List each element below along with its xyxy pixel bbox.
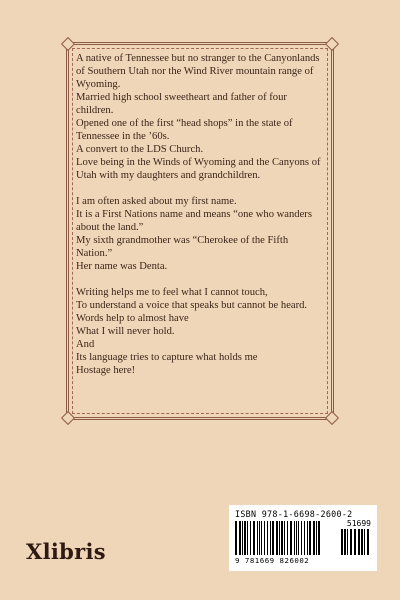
poem-section — [76, 286, 326, 377]
name-paragraph: It is a First Nations name and means “one who wanders about the land.” — [76, 209, 312, 233]
barcode-stripe — [304, 521, 305, 555]
barcode-stripe — [284, 521, 285, 555]
name-origin-section — [76, 195, 326, 273]
barcode-stripe — [279, 521, 280, 555]
isbn-label: ISBN 978-1-6698-2600-2 — [235, 509, 353, 519]
barcode-area — [235, 521, 371, 564]
section-spacer — [76, 273, 326, 286]
barcode-stripe — [318, 521, 320, 555]
poem-line: And — [76, 339, 95, 350]
barcode-stripe — [261, 521, 262, 555]
barcode-stripe — [242, 521, 243, 555]
bio-paragraph: Opened one of the first “head shops” in the state of Tennessee in the ’60s. — [76, 118, 293, 142]
bio-paragraph: A native of Tennessee but no stranger to the Canyonlands of Southern Utah nor the Wind River mountain range of Wyoming. — [76, 53, 320, 90]
poem-line: Writing helps me to feel what I cannot touch, — [76, 287, 268, 298]
poem-line: What I will never hold. — [76, 326, 175, 337]
barcode-stripe — [235, 521, 237, 555]
price-barcode-bars — [341, 529, 371, 555]
barcode-stripe — [257, 521, 258, 555]
bio-paragraph: Married high school sweetheart and father of four children. — [76, 92, 287, 116]
border-corner-ornament — [325, 411, 339, 425]
barcode-stripe — [316, 521, 317, 555]
publisher-logo: Xlibris — [26, 539, 106, 564]
name-paragraph: My sixth grandmother was “Cherokee of the Fifth Nation.” — [76, 235, 289, 259]
barcode-stripe — [259, 521, 260, 555]
barcode-stripe — [287, 521, 288, 555]
border-corner-ornament — [61, 37, 75, 51]
poem-line: Words help to almost have — [76, 313, 189, 324]
author-bio-section — [76, 52, 326, 182]
bio-paragraph: Love being in the Winds of Wyoming and the Canyons of Utah with my daughters and grandchildren. — [76, 157, 321, 181]
barcode-stripe — [264, 521, 265, 555]
name-paragraph: I am often asked about my first name. — [76, 196, 237, 207]
barcode-stripe — [296, 521, 297, 555]
barcode-stripe — [281, 521, 283, 555]
poem-line: To understand a voice that speaks but cannot be heard. — [76, 300, 308, 311]
barcode-stripe — [354, 529, 356, 555]
barcode-stripe — [276, 521, 278, 555]
barcode-stripe — [298, 521, 299, 555]
barcode-stripe — [301, 521, 302, 555]
isbn-barcode — [229, 505, 377, 571]
barcode-stripe — [361, 529, 363, 555]
barcode-stripe — [367, 529, 369, 555]
barcode-stripe — [309, 521, 311, 555]
barcode-stripe — [290, 521, 292, 555]
barcode-stripe — [350, 529, 352, 555]
ean-number: 9 781669 826002 — [235, 556, 310, 565]
poem-line: Hostage here! — [76, 365, 136, 376]
barcode-stripe — [364, 529, 365, 555]
barcode-stripe — [294, 521, 295, 555]
barcode-stripe — [307, 521, 308, 555]
barcode-stripe — [267, 521, 268, 555]
barcode-stripe — [250, 521, 251, 555]
barcode-stripe — [253, 521, 255, 555]
border-corner-ornament — [325, 37, 339, 51]
back-cover-text — [76, 52, 326, 377]
barcode-stripe — [239, 521, 241, 555]
barcode-stripe — [272, 521, 274, 555]
name-paragraph: Her name was Denta. — [76, 261, 168, 272]
barcode-stripe — [270, 521, 271, 555]
barcode-stripe — [244, 521, 246, 555]
barcode-stripe — [358, 529, 360, 555]
poem-line: Its language tries to capture what holds me — [76, 352, 258, 363]
barcode-stripe — [347, 529, 348, 555]
barcode-stripe — [313, 521, 315, 555]
barcode-stripe — [344, 529, 346, 555]
border-corner-ornament — [61, 411, 75, 425]
barcode-stripe — [341, 529, 343, 555]
section-spacer — [76, 182, 326, 195]
barcode-stripe — [247, 521, 248, 555]
price-code-label: 51699 — [346, 519, 371, 528]
bio-paragraph: A convert to the LDS Church. — [76, 144, 204, 155]
